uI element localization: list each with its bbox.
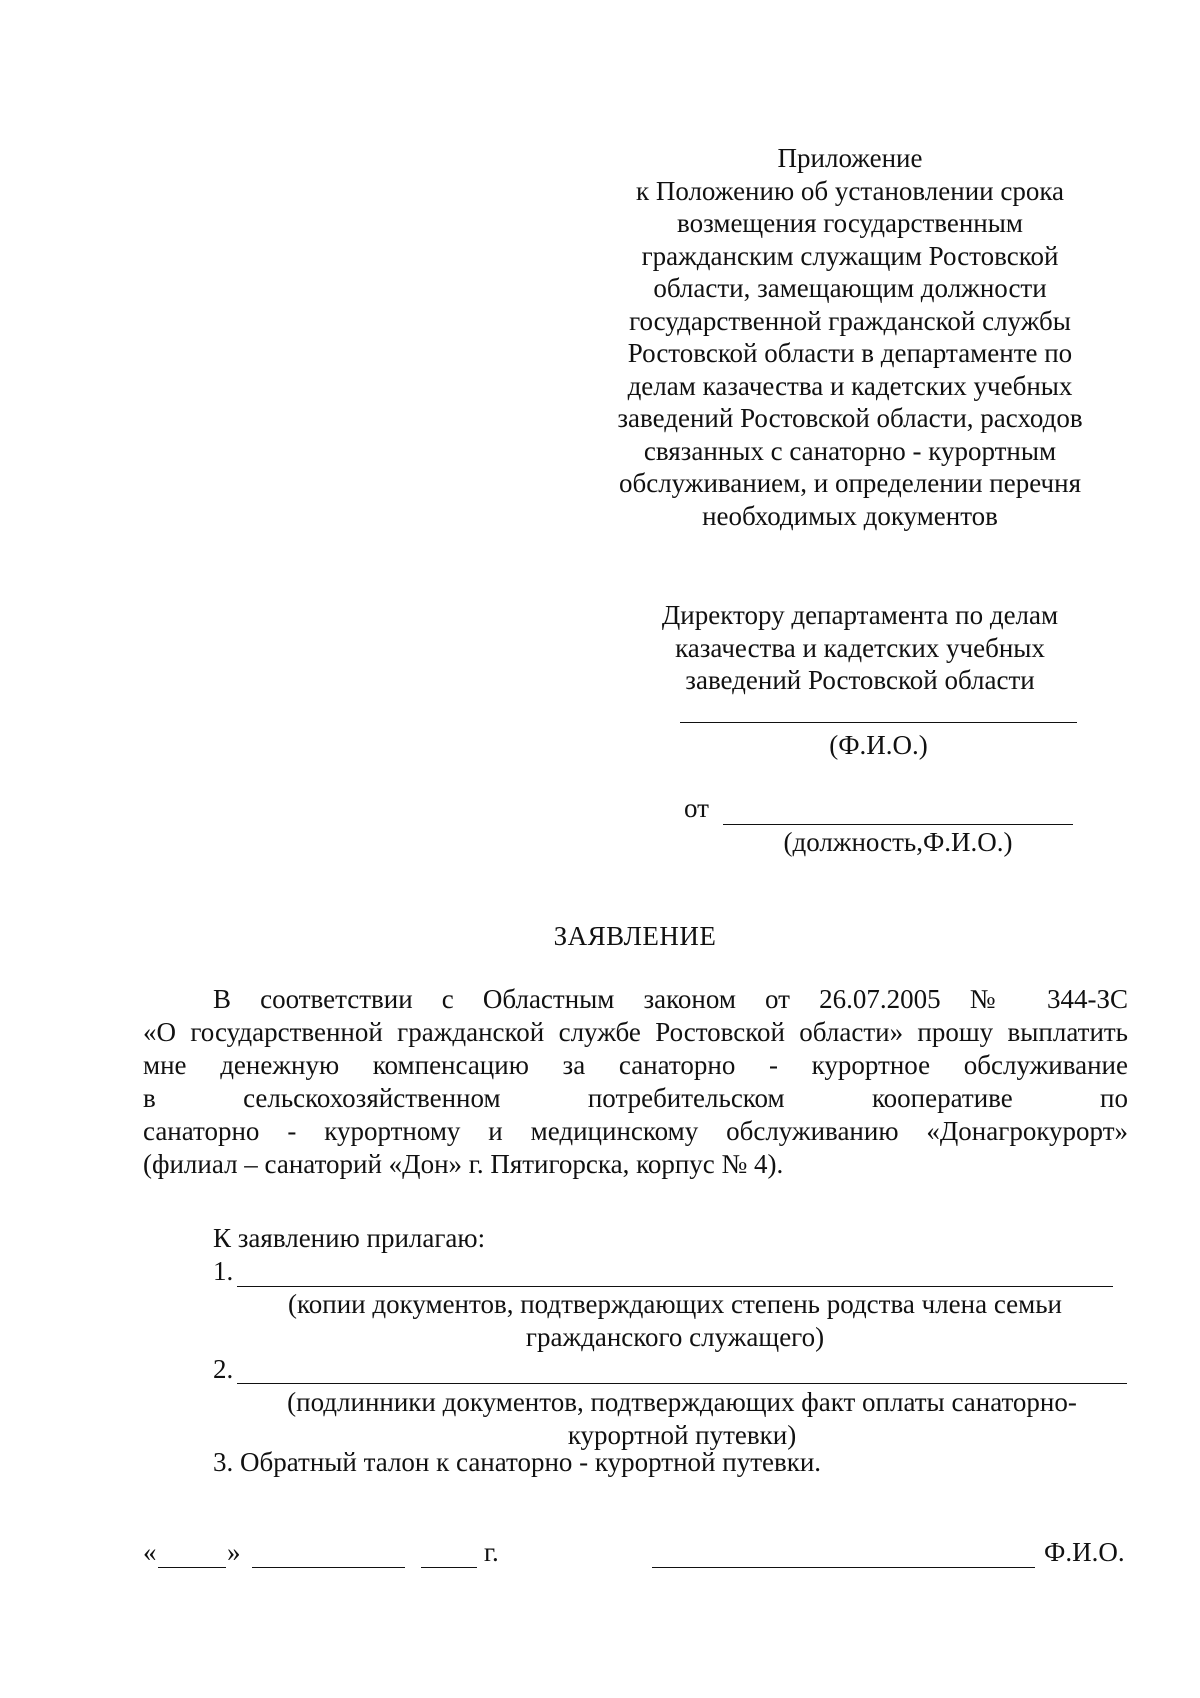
appendix-line: области, замещающим должности: [653, 273, 1047, 303]
appendix-line: государственной гражданской службы: [629, 305, 1071, 336]
appendix-line: Приложение: [777, 143, 923, 173]
applicant-caption: (должность,Ф.И.О.): [783, 827, 1013, 857]
date-day-field[interactable]: [158, 1545, 226, 1568]
appendix-line: необходимых документов: [702, 500, 998, 531]
addressee-line: заведений Ростовской области: [685, 665, 1035, 695]
appendix-line: Ростовской области в департаменте по: [627, 338, 1073, 368]
appendix-line: обслуживанием, и определении перечня: [618, 468, 1082, 498]
director-fio-field[interactable]: [680, 700, 1077, 723]
attachment-2-number: 2.: [213, 1354, 234, 1384]
from-label: от: [684, 793, 709, 823]
body-line: санаторно - курортному и медицинскому обслуживанию «Донагрокурорт»: [143, 1116, 1128, 1146]
body-line: В соответствии с Областным законом от 26.07.2005 № 344-ЗС: [213, 984, 1128, 1014]
director-fio-caption: (Ф.И.О.): [829, 730, 928, 760]
attachment-1-field[interactable]: [237, 1264, 1113, 1287]
document-title: ЗАЯВЛЕНИЕ: [553, 921, 717, 951]
appendix-line: возмещения государственным: [677, 208, 1023, 238]
body-line: «О государственной гражданской службе Ростовской области» прошу выплатить: [143, 1017, 1128, 1047]
addressee-block: [640, 599, 1080, 697]
appendix-line: гражданским служащим Ростовской: [641, 240, 1059, 271]
appendix-line: связанных с санаторно - курортным: [643, 435, 1057, 466]
date-open-quote: «: [143, 1537, 157, 1567]
attachment-2-field[interactable]: [237, 1361, 1127, 1384]
attachment-1-caption: (копии документов, подтверждающих степень родства члена семьи: [288, 1289, 1062, 1319]
date-month-field[interactable]: [252, 1545, 405, 1568]
appendix-line: делам казачества и кадетских учебных: [627, 370, 1073, 401]
appendix-header: [600, 142, 1100, 532]
attachment-3: 3. Обратный талон к санаторно - курортной путевки.: [213, 1447, 822, 1477]
attachment-2-caption: (подлинники документов, подтверждающих факт оплаты санаторно-: [287, 1387, 1077, 1417]
attachment-2-caption: курортной путевки): [567, 1420, 797, 1450]
signature-fio-label: Ф.И.О.: [1044, 1537, 1125, 1567]
date-year-field[interactable]: [421, 1545, 477, 1568]
attachment-1-number: 1.: [213, 1256, 234, 1286]
appendix-line: заведений Ростовской области, расходов: [617, 403, 1083, 433]
attachments-heading: К заявлению прилагаю:: [213, 1223, 486, 1253]
date-year-suffix: г.: [484, 1537, 499, 1567]
signature-field[interactable]: [652, 1545, 1035, 1568]
date-close-quote: »: [227, 1537, 241, 1567]
body-line: мне денежную компенсацию за санаторно - курортное обслуживание: [143, 1050, 1128, 1080]
body-line: (филиал – санаторий «Дон» г. Пятигорска, корпус № 4).: [143, 1149, 784, 1179]
attachment-1-caption: гражданского служащего): [525, 1322, 825, 1352]
applicant-field[interactable]: [723, 802, 1073, 825]
body-line: в сельскохозяйственном потребительском кооперативе по: [143, 1083, 1128, 1113]
appendix-line: к Положению об установлении срока: [635, 175, 1065, 206]
addressee-line: казачества и кадетских учебных: [675, 632, 1045, 663]
addressee-line: Директору департамента по делам: [661, 600, 1059, 630]
